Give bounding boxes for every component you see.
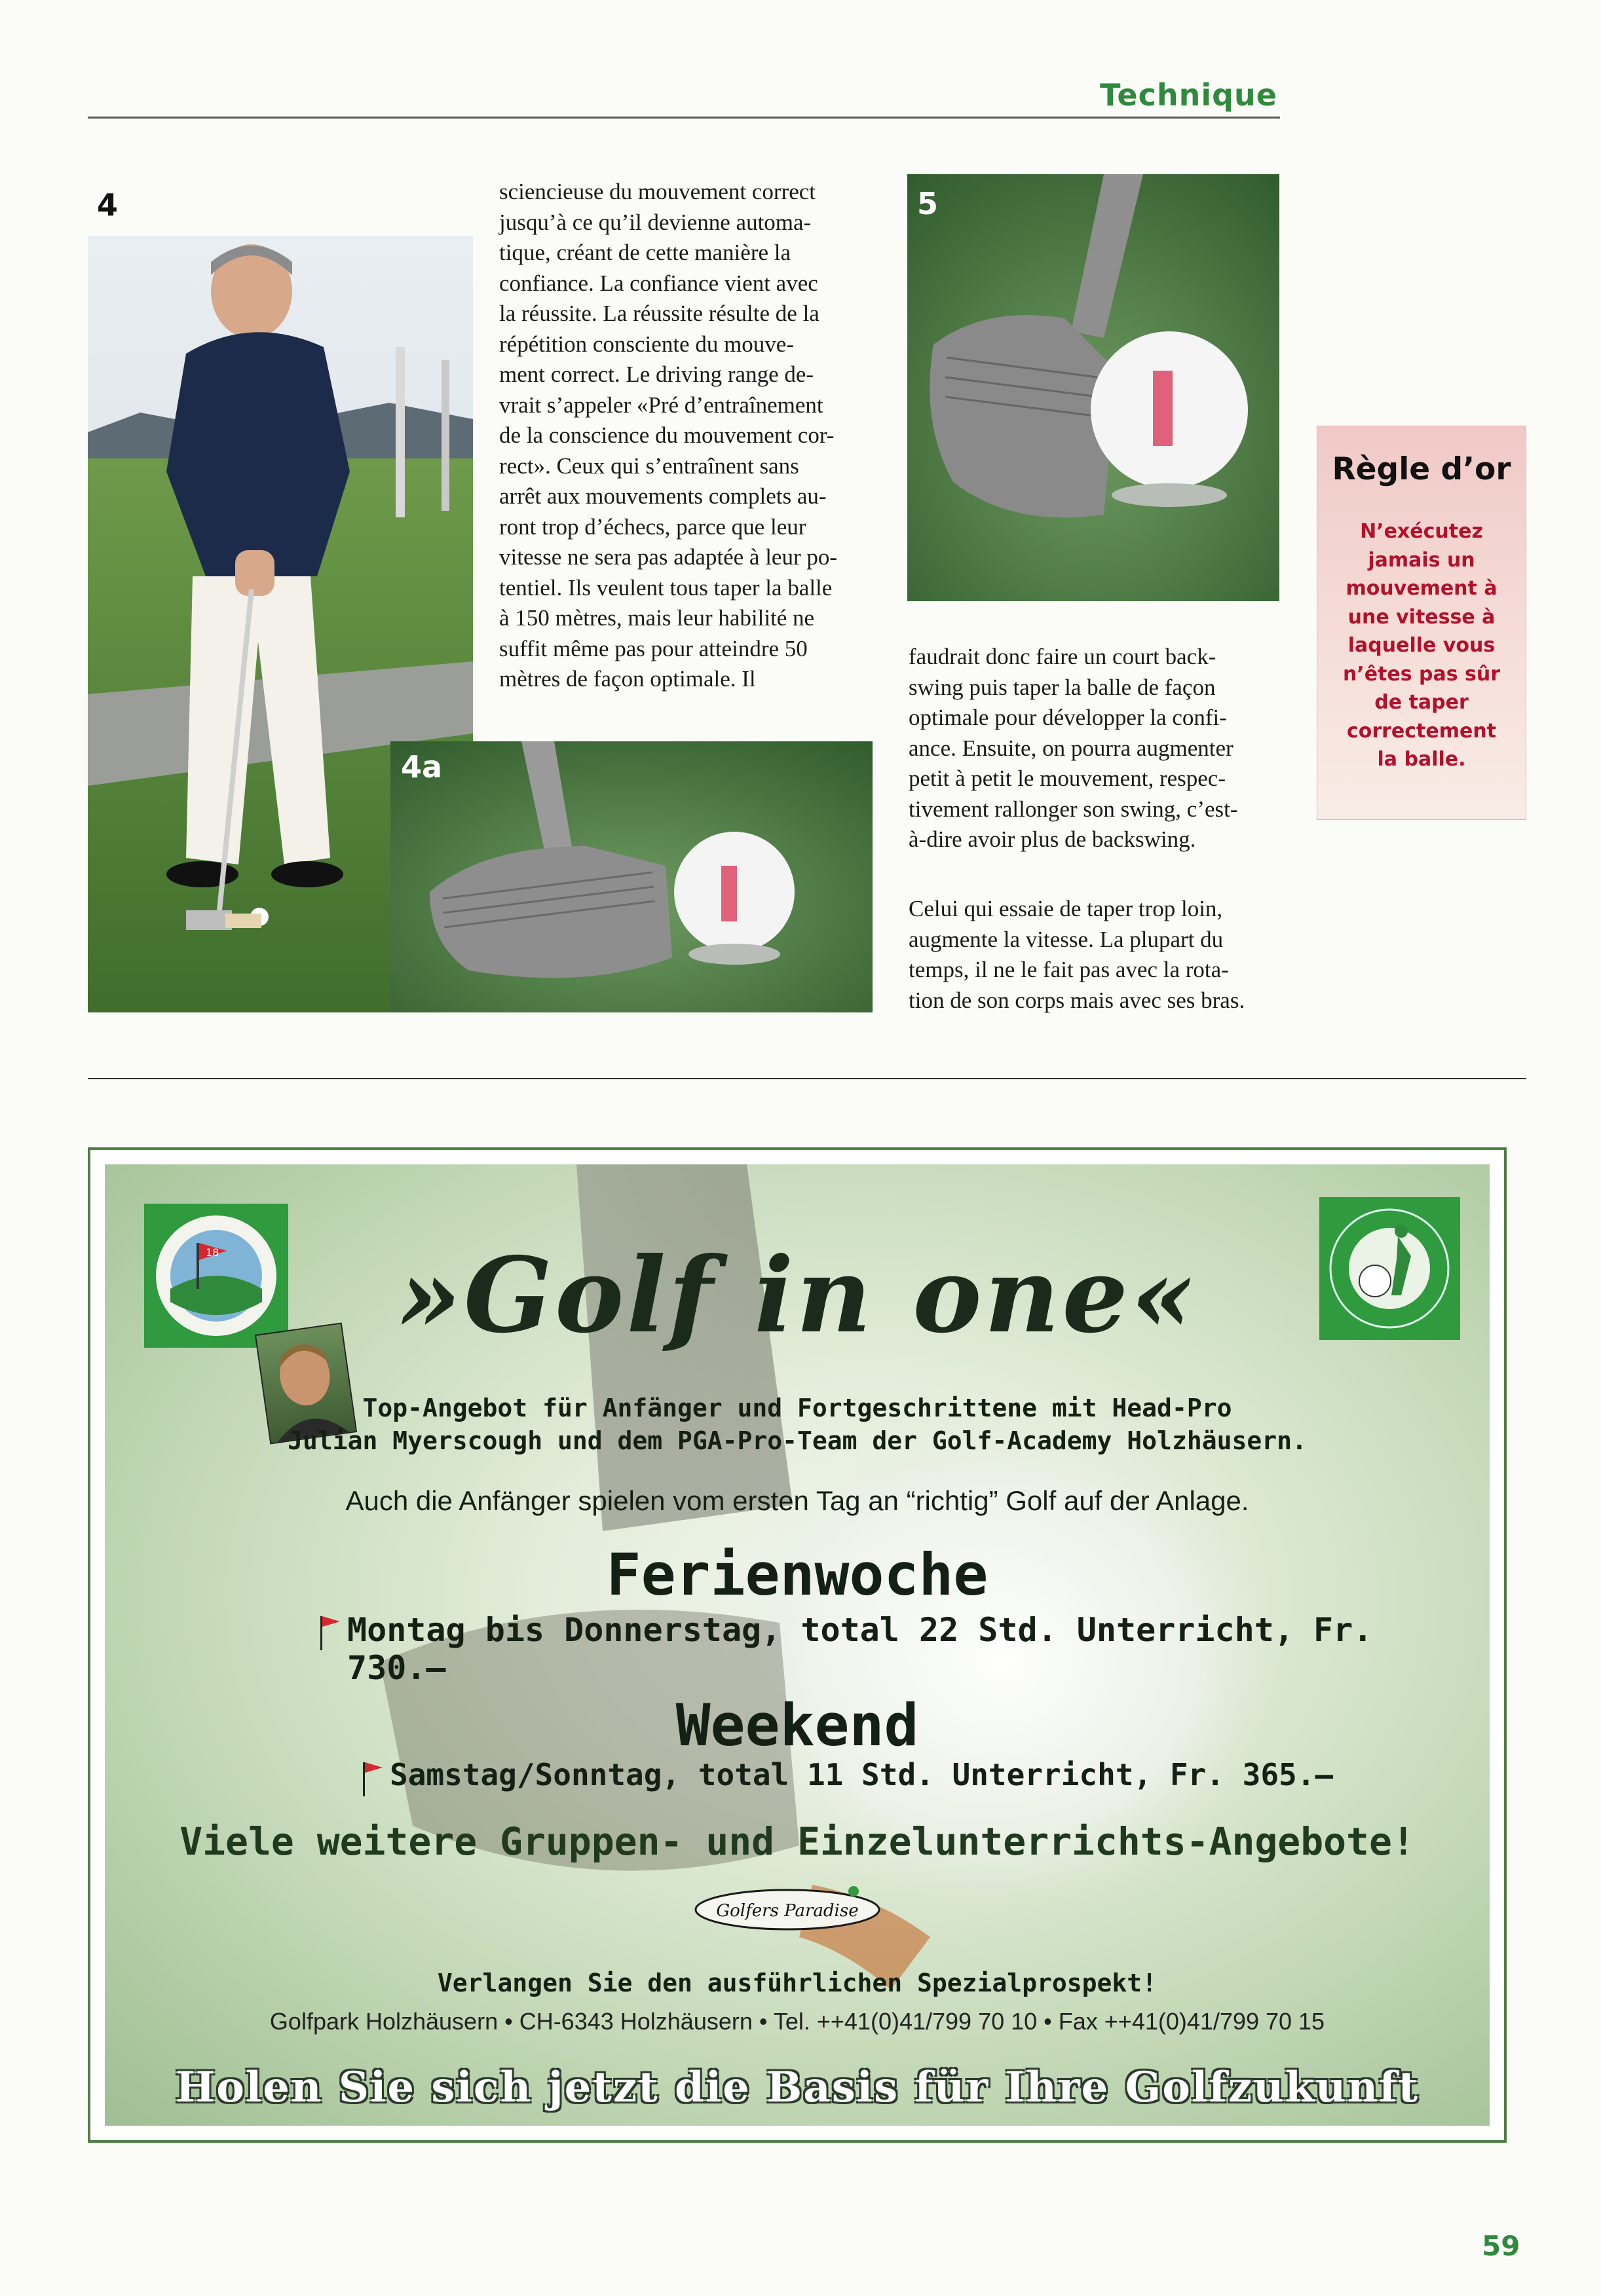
golden-rule-text (1317, 517, 1526, 774)
ad-background (105, 1164, 1490, 2126)
ad-intro-line-2: Julian Myerscough und dem PGA-Pro-Team der Golf-Academy Holzhäusern. (288, 1426, 1307, 1455)
golden-rule-line: correctement (1346, 719, 1497, 743)
text-line: de la conscience du mouvement cor- (499, 422, 835, 448)
text-line: à-dire avoir plus de backswing. (909, 826, 1196, 852)
golden-rule-line: jamais un (1368, 548, 1475, 572)
article-column-2a (909, 642, 1279, 855)
photo-club-ball-4a (390, 741, 873, 1012)
text-line: à 150 mètres, mais leur habilité ne (499, 605, 815, 631)
text-line: sciencieuse du mouvement correct (499, 179, 816, 204)
text-line: petit à petit le mouvement, respec- (909, 766, 1226, 791)
golden-rule-line: n’êtes pas sûr (1342, 662, 1501, 686)
golden-rule-line: de taper (1374, 691, 1469, 714)
golden-rule-line: une vitesse à (1347, 605, 1496, 629)
ad-offer1-title: Ferienwoche (606, 1541, 989, 1608)
golden-rule-heading: Règle d’or (1332, 451, 1511, 487)
text-line: augmente la vitesse. La plupart du (909, 926, 1224, 952)
text-line: rect». Ceux qui s’entraînent sans (499, 453, 799, 479)
golfers-paradise-logo (691, 1883, 884, 1935)
figure-label-4a: 4a (401, 749, 443, 785)
text-line: confiance. La confiance vient avec (499, 270, 818, 296)
golden-rule-line: laquelle vous (1347, 634, 1496, 657)
text-line: swing puis taper la balle de façon (909, 674, 1216, 700)
text-line: répétition consciente du mouve- (499, 331, 794, 357)
golden-rule-box (1317, 426, 1526, 820)
text-line: vrait s’appeler «Pré d’entraînement (499, 392, 823, 418)
ad-title: »Golf in one« (396, 1235, 1198, 1356)
text-line: faudrait donc faire un court back- (909, 644, 1216, 669)
text-line: ment correct. Le driving range de- (499, 361, 814, 387)
ad-offer2-text: Samstag/Sonntag, total 11 Std. Unterricht, Fr. 365.– (390, 1757, 1334, 1792)
text-line: tivement rallonger son swing, c’est- (909, 796, 1238, 822)
text-line: optimale pour développer la confi- (909, 705, 1227, 730)
ad-request-line: Verlangen Sie den ausführlichen Spezialprospekt! (437, 1969, 1158, 1997)
figure-label-4: 4 (97, 187, 119, 223)
section-title: Technique (1100, 77, 1277, 113)
text-line: suffit même pas pour atteindre 50 (499, 635, 808, 661)
text-line: mètres de façon optimale. Il (499, 666, 756, 692)
ad-intro-line-1: Top-Angebot für Anfänger und Fortgeschrittene mit Head-Pro (362, 1394, 1232, 1422)
golfpark-logo-flag-number: 18 (206, 1246, 219, 1259)
photo-club-ball-5 (907, 174, 1279, 601)
text-line: la réussite. La réussite résulte de la (499, 301, 819, 326)
ad-offer2-title: Weekend (675, 1692, 919, 1759)
golden-rule-line: mouvement à (1346, 577, 1497, 600)
text-line: Celui qui essaie de taper trop loin, (909, 896, 1223, 921)
text-line: ance. Ensuite, on pourra augmenter (909, 735, 1234, 761)
text-line: ront trop d’échecs, parce que leur (499, 513, 806, 540)
header-rule (88, 117, 1280, 119)
ad-beginners-line: Auch die Anfänger spielen vom ersten Tag an “richtig” Golf auf der Anlage. (345, 1485, 1249, 1516)
ad-slogan: Holen Sie sich jetzt die Basis für Ihre Golfzukunft (175, 2063, 1420, 2112)
golden-rule-line: la balle. (1377, 748, 1466, 771)
ad-offer1-text: Montag bis Donnerstag, total 22 Std. Unterricht, Fr. 730.– (347, 1611, 1373, 1687)
article-column-2b (909, 894, 1279, 1016)
ad-more-offers: Viele weitere Gruppen- und Einzelunterrichts-Angebote! (179, 1819, 1415, 1864)
article-column-1 (499, 177, 873, 695)
golfers-paradise-logo-text: Golfers Paradise (716, 1901, 859, 1921)
text-line: tentiel. Ils veulent tous taper la balle (499, 574, 833, 601)
golf-in-one-advertisement (88, 1147, 1507, 2143)
text-line: arrêt aux mouvements complets au- (499, 483, 827, 509)
ad-contact-line: Golfpark Holzhäusern • CH-6343 Holzhäusern • Tel. ++41(0)41/799 70 10 • Fax ++41(0)41/799 70 15 (269, 2008, 1325, 2035)
section-divider (88, 1078, 1526, 1079)
text-line: vitesse ne sera pas adaptée à leur po- (499, 544, 838, 570)
text-line: temps, il ne le fait pas avec la rota- (909, 957, 1229, 982)
page-number: 59 (1482, 2230, 1520, 2262)
golden-rule-line: N’exécutez (1360, 520, 1483, 543)
text-line: jusqu’à ce qu’il devienne automa- (499, 209, 812, 235)
figure-label-5: 5 (917, 186, 939, 221)
text-line: tique, créant de cette manière la (499, 240, 791, 265)
flag-icon (360, 1757, 384, 1796)
flag-icon (318, 1611, 341, 1650)
text-line: tion de son corps mais avec ses bras. (909, 987, 1245, 1013)
